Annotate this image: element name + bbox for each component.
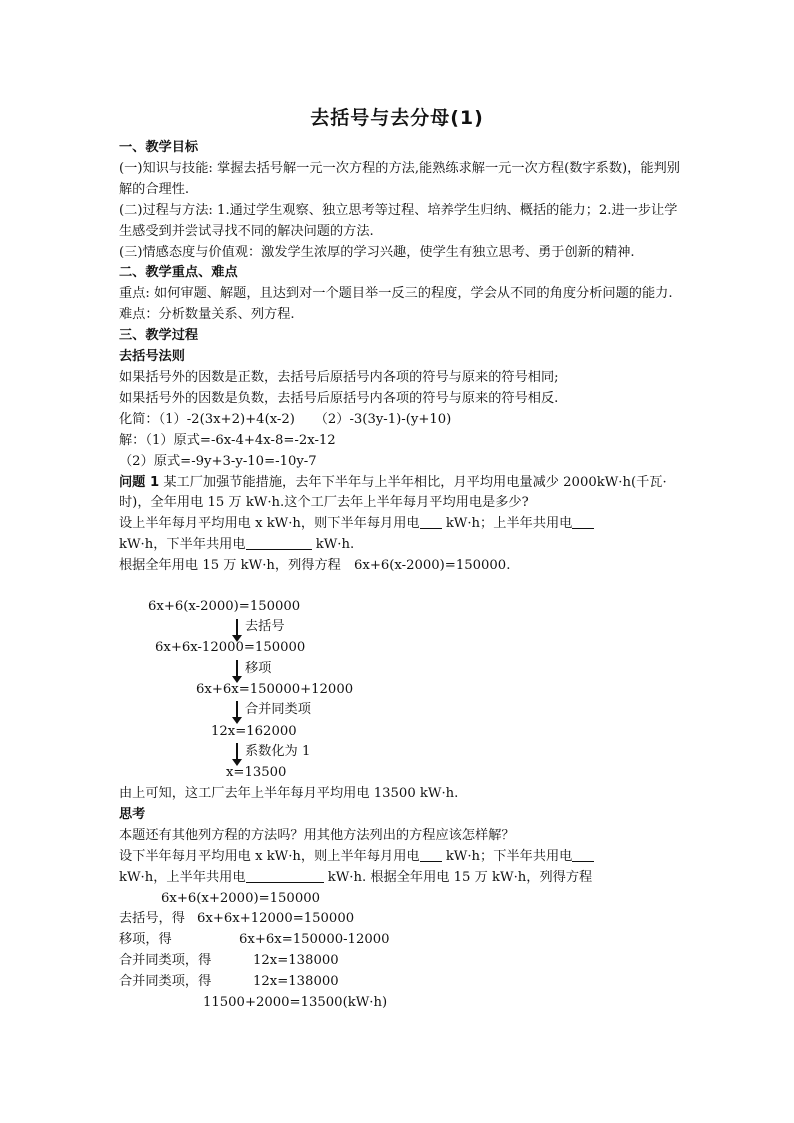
paragraph-knowledge-skills: (一)知识与技能: 掌握去括号解一元一次方程的方法,能熟练求解一元一次方程(数字系数)，能判别解的合理性. [119, 160, 680, 197]
paragraph-difficulty: 难点：分析数量关系、列方程. [119, 307, 295, 323]
down-arrow-icon [236, 619, 238, 636]
setup-1-text-b: kW·h；上半年共用电 [441, 516, 573, 532]
section-heading-process: 三、教学过程 [119, 328, 199, 344]
flow-equation-3: 6x+6x=150000+12000 [196, 682, 354, 697]
section-heading-key-points: 二、教学重点、难点 [119, 265, 238, 281]
alt-step-2-label: 移项，得 [119, 932, 172, 948]
setup-2-text-c: kW·h，上半年共用电 [119, 869, 246, 885]
alt-step-3-label: 合并同类项，得 [119, 953, 212, 969]
alt-step-3-expr: 12x=138000 [253, 953, 339, 969]
paragraph-process-methods: (二)过程与方法: 1.通过学生观察、独立思考等过程、培养学生归纳、概括的能力；2.进一步让学生感受到并尝试寻找不同的解决问题的方法. [119, 202, 678, 239]
rule-negative: 如果括号外的因数是负数，去括号后原括号内各项的符号与原来的符号相反. [119, 390, 559, 406]
setup-1-line-2 [119, 535, 684, 556]
flow-equation-5: x=13500 [226, 765, 287, 780]
flow-equation-2: 6x+6x-12000=150000 [155, 640, 306, 655]
flow-step-2: 移项 [245, 661, 272, 676]
flow-step-4: 系数化为 1 [245, 744, 311, 759]
solution-2: （2）原式=-9y+3-y-10=-10y-7 [119, 453, 317, 469]
flow-step-1: 去括号 [245, 619, 285, 634]
setup-1-text-a: 设上半年每月平均用电 x kW·h，则下半年每月用电 [119, 516, 420, 532]
alt-step-4-expr: 12x=138000 [253, 974, 339, 990]
setup-1-line-1 [119, 514, 684, 535]
down-arrow-icon [236, 701, 238, 718]
alt-step-1 [119, 909, 684, 930]
setup-2-text-a: 设下半年每月平均用电 x kW·h，则上半年每月用电 [119, 848, 420, 864]
fill-blank [572, 514, 594, 529]
alt-step-2-expr: 6x+6x=150000-12000 [239, 932, 390, 948]
conclusion: 由上可知，这工厂去年上半年每月平均用电 13500 kW·h. [119, 786, 459, 801]
document-body [119, 138, 684, 577]
down-arrow-icon [236, 660, 238, 677]
setup-1-text-d: kW·h. [311, 537, 355, 553]
paragraph-key-point: 重点: 如何审题、解题，且达到对一个题目举一反三的程度，学会从不同的角度分析问题的能力. [119, 286, 673, 302]
alt-step-1-expr: 6x+6x+12000=150000 [197, 911, 355, 927]
rule-positive: 如果括号外的因数是正数，去括号后原括号内各项的符号与原来的符号相同; [119, 369, 559, 385]
fill-blank [572, 847, 594, 862]
problem-1-text: 某工厂加强节能措施，去年下半年与上半年相比，月平均用电量减少 2000kW·h(千瓦·时)，全年用电 15 万 kW·h.这个工厂去年上半年每月平均用电是多少? [119, 474, 667, 511]
think-heading: 思考 [119, 806, 146, 822]
think-question: 本题还有其他列方程的方法吗？用其他方法列出的方程应该怎样解？ [119, 827, 515, 843]
paragraph-attitude-values: (三)情感态度与价值观：激发学生浓厚的学习兴趣，使学生有独立思考、勇于创新的精神. [119, 244, 635, 260]
equation-intro: 根据全年用电 15 万 kW·h，列得方程 6x+6(x-2000)=150000. [119, 558, 511, 574]
alt-equation: 6x+6(x+2000)=150000 [161, 890, 320, 906]
fill-blank [246, 868, 324, 883]
alt-step-3 [119, 951, 684, 972]
setup-2-line-1 [119, 847, 684, 868]
flow-equation-1: 6x+6(x-2000)=150000 [148, 599, 301, 614]
rule-heading: 去括号法则 [119, 349, 185, 365]
down-arrow-icon [236, 743, 238, 760]
alt-final: 11500+2000=13500(kW·h) [203, 995, 388, 1011]
alt-step-4-label: 合并同类项，得 [119, 974, 212, 990]
alt-step-4 [119, 972, 684, 993]
alt-step-1-label: 去括号，得 [119, 911, 185, 927]
document-body-lower [119, 784, 684, 1014]
setup-2-line-2 [119, 868, 684, 889]
flow-equation-4: 12x=162000 [211, 724, 297, 739]
problem-1-label: 问题 1 [119, 474, 160, 490]
simplify-exercise: 化简：（1）-2(3x+2)+4(x-2) （2）-3(3y-1)-(y+10) [119, 411, 452, 427]
section-heading-objectives: 一、教学目标 [119, 140, 199, 155]
setup-2-text-d: kW·h. 根据全年用电 15 万 kW·h，列得方程 [323, 869, 593, 885]
flow-step-3: 合并同类项 [245, 702, 311, 717]
setup-2-text-b: kW·h；下半年共用电 [441, 848, 573, 864]
fill-blank [420, 514, 442, 529]
document-title: 去括号与去分母(1) [310, 107, 484, 129]
fill-blank [420, 847, 442, 862]
problem-1 [119, 473, 684, 515]
alt-step-2 [119, 930, 684, 951]
fill-blank [246, 535, 312, 550]
setup-1-text-c: kW·h，下半年共用电 [119, 537, 246, 553]
solution-1: 解：（1）原式=-6x-4+4x-8=-2x-12 [119, 432, 336, 448]
